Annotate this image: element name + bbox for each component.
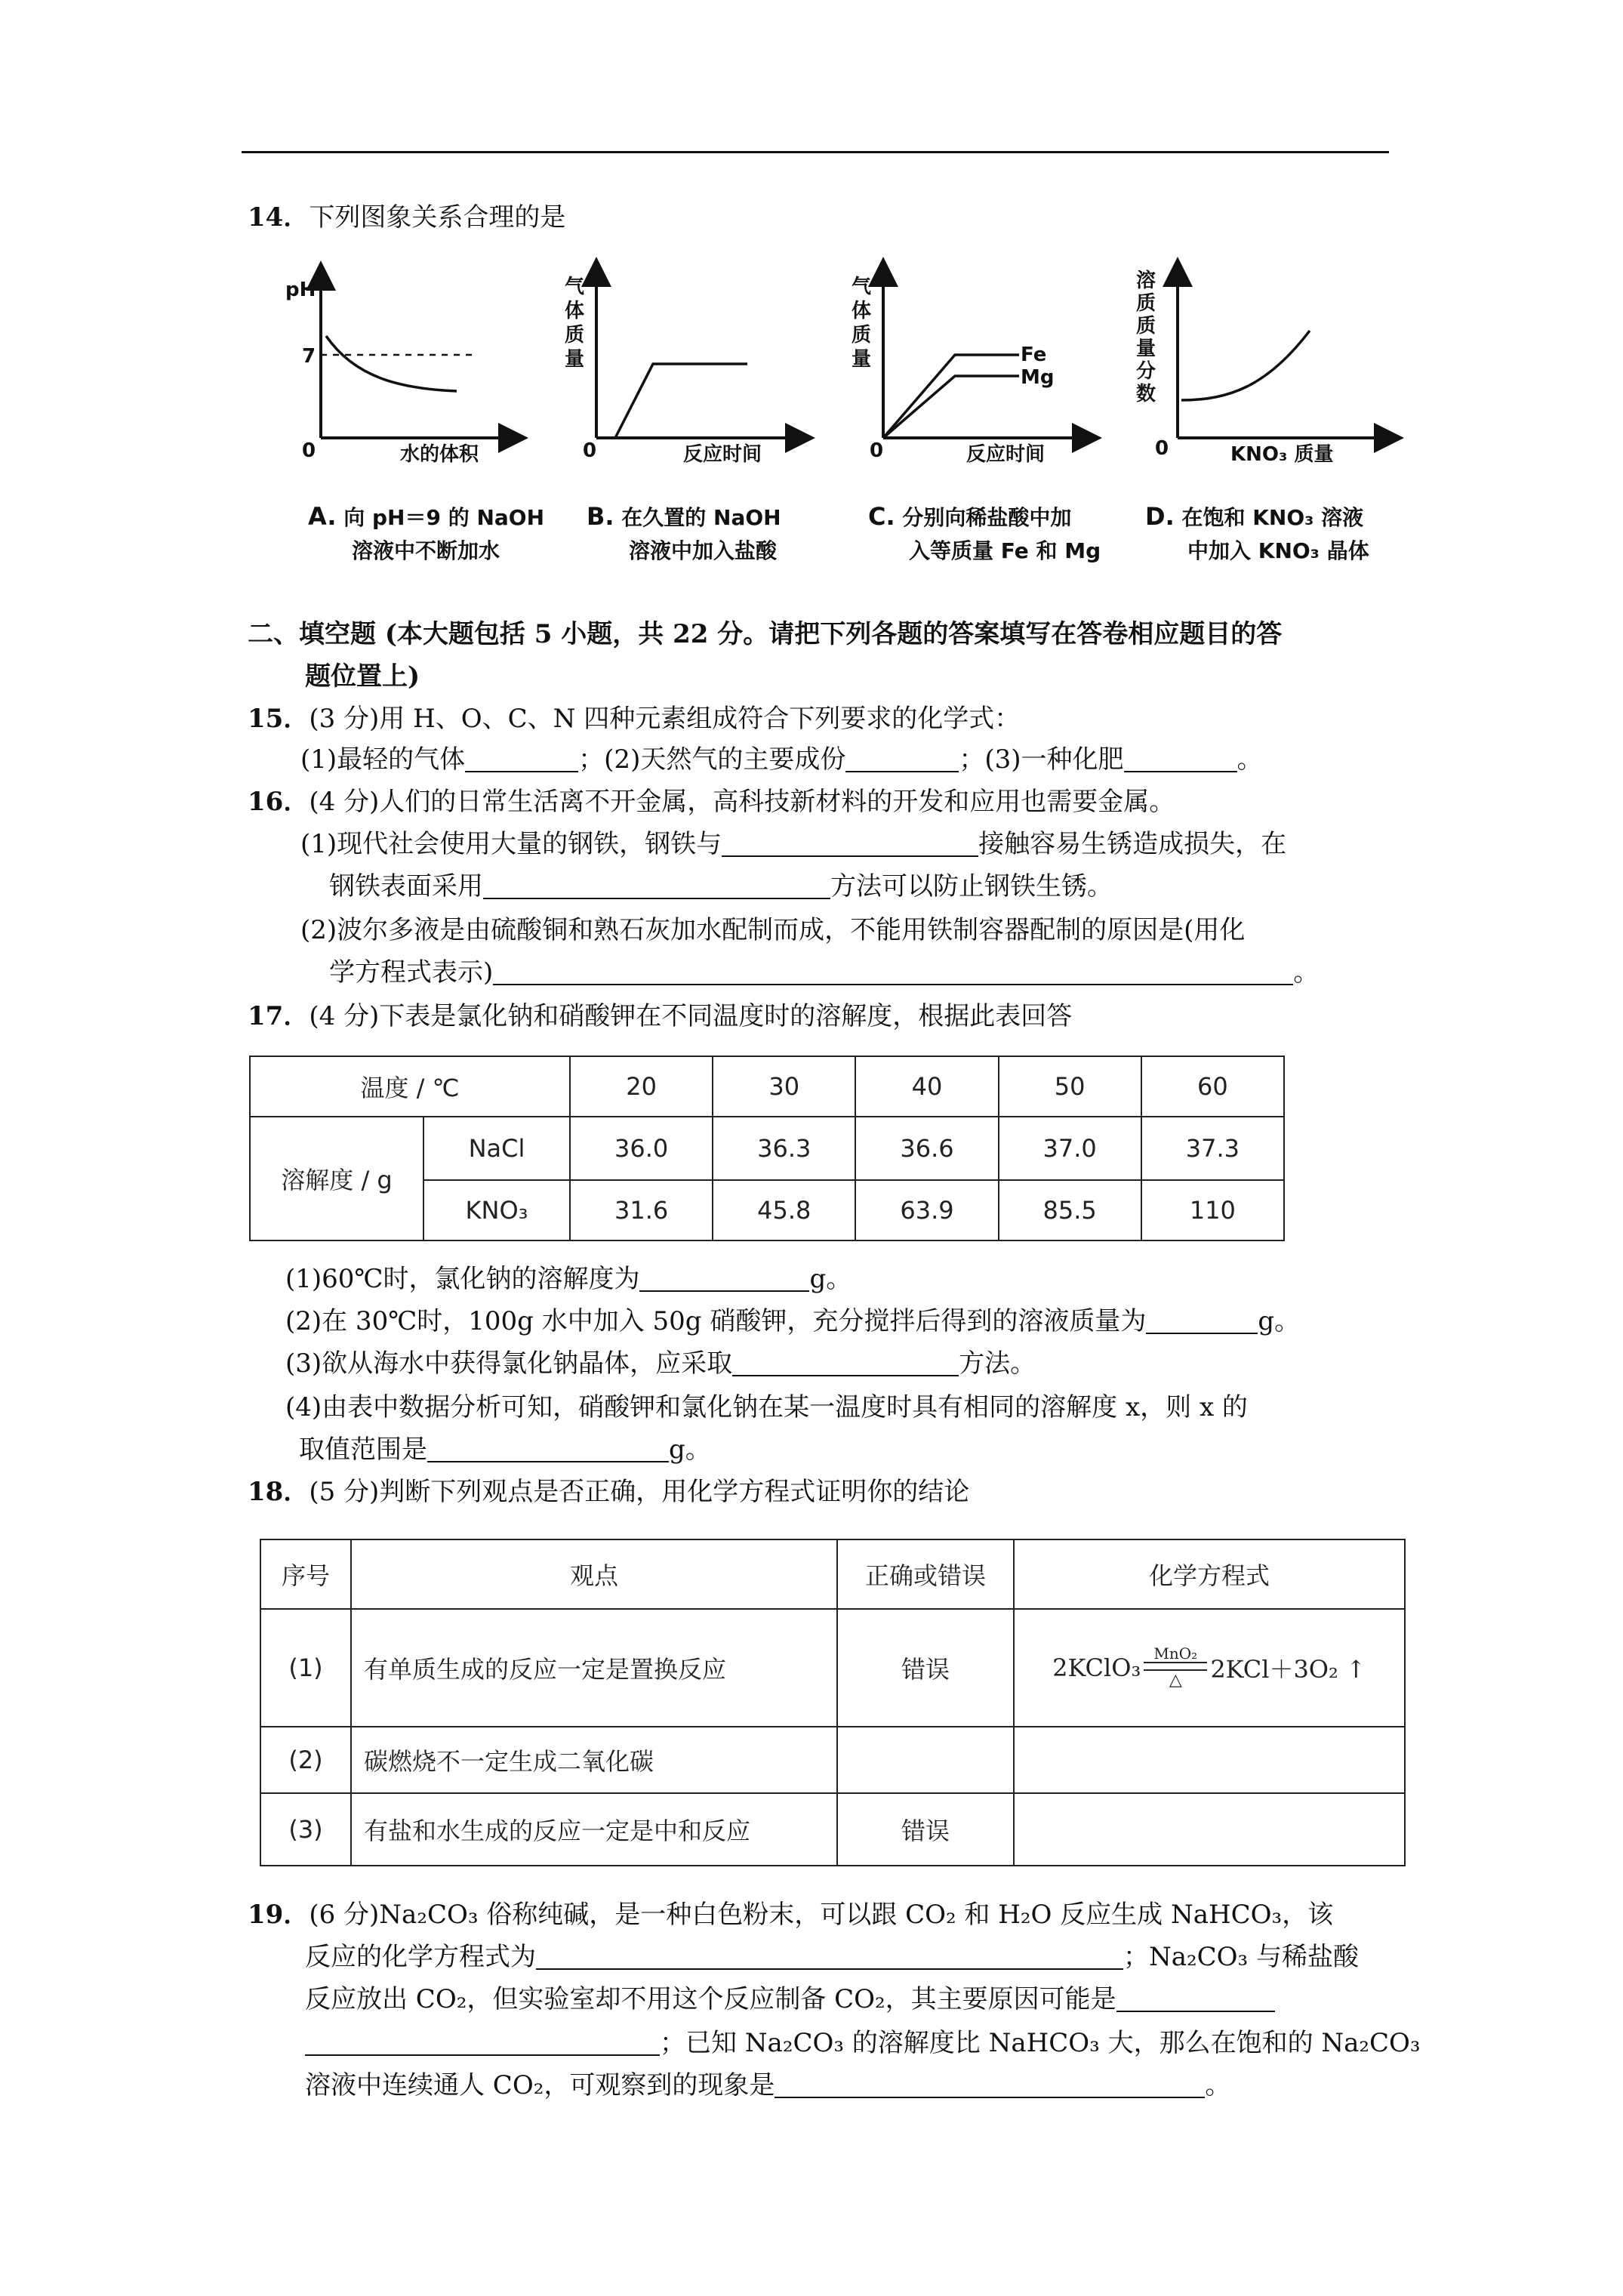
q15-part1: (1)最轻的气体 [300,744,466,775]
row-view: 有单质生成的反应一定是置换反应 [351,1609,837,1727]
answer-blank[interactable] [1116,1985,1275,2012]
nacl-cell: 36.3 [713,1117,855,1180]
graph-c-ylabel-1: 气 [852,276,872,298]
answer-blank[interactable] [722,830,978,857]
answer-blank[interactable] [1124,745,1237,772]
graph-d-xlabel: KNO₃ 质量 [1230,443,1334,466]
answer-blank[interactable] [465,745,578,772]
caption-a [308,501,544,533]
row-judge: 错误 [837,1793,1014,1866]
kno3-cell: 85.5 [999,1180,1141,1240]
caption-a-line1: 向 pH＝9 的 NaOH [343,505,545,530]
question-text: (4 分)人们的日常生活离不开金属，高科技新材料的开发和应用也需要金属。 [309,787,1175,817]
header-equation: 化学方程式 [1014,1539,1405,1609]
header-view: 观点 [351,1539,837,1609]
q17-sub3: (3)欲从海水中获得氯化钠晶体，应采取 方法。 [285,1348,1036,1379]
judgement-table [260,1539,1406,1866]
row-no: (3) [260,1793,351,1866]
graph-b-ylabel-1: 气 [565,276,585,298]
eq-bar [1144,1662,1207,1671]
temp-cell: 20 [570,1056,713,1117]
answer-blank[interactable] [1146,1307,1258,1334]
graph-b-origin: 0 [583,439,597,462]
section-heading-line2: 题位置上) [305,661,420,692]
graph-c-label-fe: Fe [1021,344,1047,366]
q16-line4: (2)波尔多液是由硫酸铜和熟石灰加水配制而成，不能用铁制容器配制的原因是(用化 [300,915,1246,945]
answer-blank[interactable] [427,1435,669,1462]
question-text: (5 分)判断下列观点是否正确，用化学方程式证明你的结论 [309,1477,970,1507]
caption-b-line1: 在久置的 NaOH [621,505,781,530]
caption-a-line2: 溶液中不断加水 [352,538,500,563]
caption-d [1145,501,1363,533]
q16-line5: 学方程式表示) 。 [329,957,1320,988]
nacl-cell: 36.6 [855,1117,998,1180]
answer-blank[interactable] [493,958,1293,985]
answer-blank[interactable] [732,1349,959,1376]
nacl-cell: 36.0 [570,1117,713,1180]
caption-b-line2: 溶液中加入盐酸 [629,538,778,563]
eq-reactant: 2KClO₃ [1052,1653,1141,1682]
caption-c-line2: 入等质量 Fe 和 Mg [909,538,1101,563]
temp-cell: 60 [1141,1056,1284,1117]
graph-b-ylabel-2: 体 [565,300,585,322]
temp-header: 温度 / ℃ [250,1056,570,1117]
graph-b-line [615,364,747,438]
answer-blank[interactable] [536,1943,1123,1970]
graph-c-label-mg: Mg [1021,366,1055,389]
question-number: 15 [248,704,284,734]
row-view: 有盐和水生成的反应一定是中和反应 [351,1793,837,1866]
question-text: (6 分)Na₂CO₃ 俗称纯碱，是一种白色粉末，可以跟 CO₂ 和 H₂O 反应生成 NaHCO₃，该 [309,1900,1334,1930]
kno3-cell: 110 [1141,1180,1284,1240]
graph-a-ylabel: pH [285,279,316,301]
q19-line2: 反应的化学方程式为 ；Na₂CO₃ 与稀盐酸 [305,1942,1359,1972]
graph-a-origin: 0 [302,439,316,462]
q16-line3: 钢铁表面采用 方法可以防止钢铁生锈。 [329,871,1113,901]
row-no: (1) [260,1609,351,1727]
graph-b-xlabel: 反应时间 [683,443,762,466]
graph-c-xlabel: 反应时间 [966,443,1046,466]
q17-line1: 17．(4 分)下表是氯化钠和硝酸钾在不同温度时的溶解度，根据此表回答 [248,1001,1073,1031]
graph-d-ylabel-2: 质 [1136,292,1156,315]
temp-cell: 40 [855,1056,998,1117]
solubility-table [249,1056,1285,1241]
q15-part3: ；(3)一种化肥 [959,744,1124,775]
question-text: 下列图象关系合理的是 [309,202,566,233]
question-text: (4 分)下表是氯化钠和硝酸钾在不同温度时的溶解度，根据此表回答 [309,1001,1073,1031]
caption-c [868,501,1071,533]
question-number: 19 [248,1900,284,1930]
question-number: 14 [248,202,284,233]
graph-d-ylabel-3: 质 [1136,315,1156,337]
row-label-kno3: KNO₃ [423,1180,570,1240]
header-rule [242,151,1389,153]
graph-c-line-fe [883,355,1019,438]
graph-d-ylabel-5: 分 [1136,360,1156,383]
kno3-cell: 31.6 [570,1180,713,1240]
row-view: 碳燃烧不一定生成二氧化碳 [351,1727,837,1793]
q19-line4: ；已知 Na₂CO₃ 的溶解度比 NaHCO₃ 大，那么在饱和的 Na₂CO₃ [305,2026,1421,2060]
temp-cell: 30 [713,1056,855,1117]
header-judge: 正确或错误 [837,1539,1014,1609]
row-no: (2) [260,1727,351,1793]
caption-c-letter: C. [868,502,895,531]
q19-line3: 反应放出 CO₂，但实验室却不用这个反应制备 CO₂，其主要原因可能是 [305,1983,1275,2016]
caption-a-letter: A. [308,502,337,531]
q17-sub1: (1)60℃时，氯化钠的溶解度为 g。 [285,1264,852,1294]
q17-sub4: (4)由表中数据分析可知，硝酸钾和氯化钠在某一温度时具有相同的溶解度 x，则 x 的 [285,1392,1248,1422]
question-number: 16 [248,787,284,817]
answer-blank[interactable] [775,2071,1205,2098]
graph-d-ylabel-6: 数 [1136,383,1156,405]
graph-d-origin: 0 [1155,437,1169,460]
caption-b-letter: B. [587,502,614,531]
row-judge[interactable] [837,1727,1014,1793]
q19-line1: 19．(6 分)Na₂CO₃ 俗称纯碱，是一种白色粉末，可以跟 CO₂ 和 H₂O 反应生成 NaHCO₃，该 [248,1900,1334,1930]
eq-condition [1144,1645,1207,1690]
answer-blank[interactable] [483,872,830,899]
answer-blank[interactable] [305,2029,660,2056]
answer-blank[interactable] [639,1265,809,1292]
row-equation [1014,1609,1405,1727]
graph-a-xlabel: 水的体积 [400,443,479,466]
graph-c-line-mg [883,376,1019,438]
row-label-nacl: NaCl [423,1117,570,1180]
temp-cell: 50 [999,1056,1141,1117]
eq-products: 2KCl＋3O₂ ↑ [1210,1655,1366,1684]
caption-d-line1: 在饱和 KNO₃ 溶液 [1181,505,1364,530]
q17-sub2: (2)在 30℃时，100g 水中加入 50g 硝酸钾，充分搅拌后得到的溶液质量为 g。 [285,1306,1301,1336]
kno3-cell: 45.8 [713,1180,855,1240]
graph-d-ylabel-4: 量 [1136,337,1156,360]
graph-c-origin: 0 [870,439,884,462]
eq-heat: △ [1169,1671,1182,1690]
caption-d-line2: 中加入 KNO₃ 晶体 [1187,538,1369,563]
question-number: 18 [248,1477,284,1507]
header-no: 序号 [260,1539,351,1609]
graph-d-curve [1181,331,1310,400]
row-judge: 错误 [837,1609,1014,1727]
eq-catalyst: MnO₂ [1153,1644,1198,1663]
question-number: 17 [248,1001,284,1031]
graph-b-ylabel-3: 质 [565,324,585,347]
nacl-cell: 37.3 [1141,1117,1284,1180]
q16-line1: 16．(4 分)人们的日常生活离不开金属，高科技新材料的开发和应用也需要金属。 [248,787,1175,817]
graph-c-ylabel-3: 质 [852,324,872,347]
caption-c-line1: 分别向稀盐酸中加 [902,505,1072,530]
question-text: (3 分)用 H、O、C、N 四种元素组成符合下列要求的化学式： [309,704,1021,734]
q19-line5: 溶液中连续通人 CO₂，可观察到的现象是 。 [305,2070,1231,2100]
graph-c-ylabel-2: 体 [852,300,872,322]
solubility-label: 溶解度 / g [250,1117,423,1240]
section-heading-line1: 二、填空题 (本大题包括 5 小题，共 22 分。请把下列各题的答案填写在答卷相应题目的答 [248,619,1283,649]
graph-d-ylabel-1: 溶 [1136,270,1156,292]
q17-sub5: 取值范围是 g。 [299,1435,711,1465]
q16-line2: (1)现代社会使用大量的钢铁，钢铁与 接触容易生锈造成损失，在 [300,829,1287,859]
row-equation[interactable] [1014,1793,1405,1866]
graph-a-tick-7: 7 [302,345,316,368]
q18-line1: 18．(5 分)判断下列观点是否正确，用化学方程式证明你的结论 [248,1477,970,1507]
graph-a-curve [326,336,457,391]
caption-d-letter: D. [1145,502,1175,531]
q15-part2: ；(2)天然气的主要成份 [578,744,846,775]
kno3-cell: 63.9 [855,1180,998,1240]
caption-b [587,501,781,533]
row-equation[interactable] [1014,1727,1405,1793]
graph-c-ylabel-4: 量 [852,348,872,371]
q15-line1: 15．(3 分)用 H、O、C、N 四种元素组成符合下列要求的化学式： [248,704,1021,734]
nacl-cell: 37.0 [999,1117,1141,1180]
graph-b-ylabel-4: 量 [565,348,585,371]
answer-blank[interactable] [845,745,959,772]
q14-stem: 14．下列图象关系合理的是 [248,202,566,233]
q15-line2: (1)最轻的气体 ；(2)天然气的主要成份 ；(3)一种化肥 。 [300,744,1263,775]
